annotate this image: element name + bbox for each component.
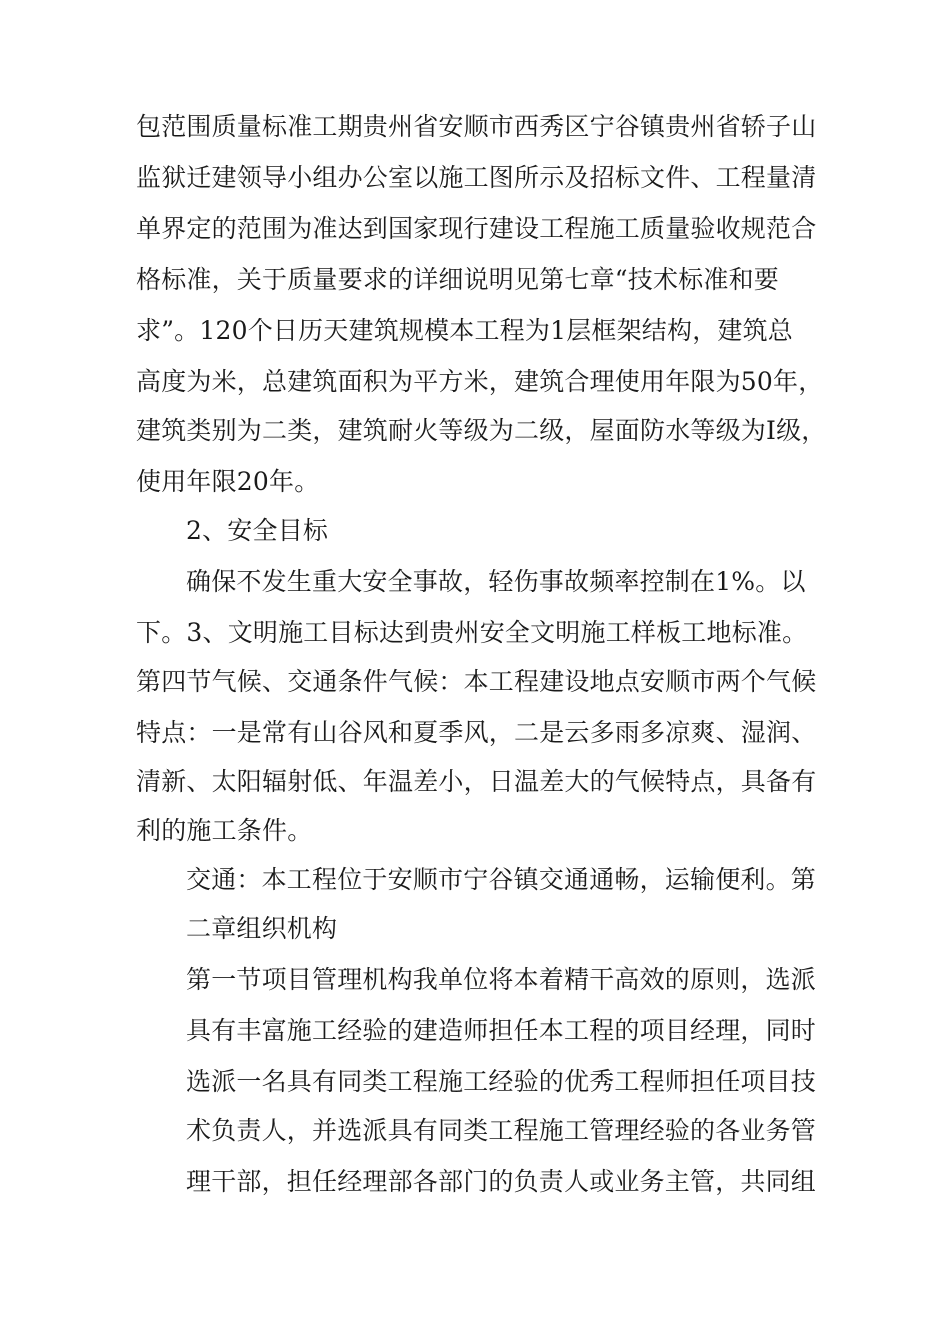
chapter-heading: 二章组织机构 (186, 914, 338, 943)
text-line: 高度为米，总建筑面积为平方米，建筑合理使用年限为50年， (136, 367, 824, 396)
text-line: 特点：一是常有山谷风和夏季风，二是云多雨多凉爽、湿润、 (136, 718, 817, 747)
text-line: 建筑类别为二类，建筑耐火等级为二级，屋面防水等级为Ⅰ级， (136, 416, 827, 445)
text-line: 选派一名具有同类工程施工经验的优秀工程师担任项目技 (186, 1067, 817, 1096)
text-line: 具有丰富施工经验的建造师担任本工程的项目经理，同时 (186, 1016, 817, 1045)
text-line: 清新、太阳辐射低、年温差小，日温差大的气候特点，具备有 (136, 767, 817, 796)
text-line: 监狱迁建领导小组办公室以施工图所示及招标文件、工程量清 (136, 163, 817, 192)
text-line: 确保不发生重大安全事故，轻伤事故频率控制在1%。以 (186, 567, 806, 596)
text-line: 单界定的范围为准达到国家现行建设工程施工质量验收规范合 (136, 214, 817, 243)
text-line: 术负责人，并选派具有同类工程施工管理经验的各业务管 (186, 1116, 817, 1145)
text-line: 求”。120个日历天建筑规模本工程为1层框架结构，建筑总 (136, 316, 794, 345)
text-line: 交通：本工程位于安顺市宁谷镇交通通畅，运输便利。第 (186, 865, 817, 894)
text-line: 理干部，担任经理部各部门的负责人或业务主管，共同组 (186, 1167, 817, 1196)
text-line: 利的施工条件。 (136, 816, 313, 845)
text-line: 第一节项目管理机构我单位将本着精干高效的原则，选派 (186, 965, 817, 994)
text-line: 下。3、文明施工目标达到贵州安全文明施工样板工地标准。 (136, 618, 808, 647)
section-heading: 2、安全目标 (186, 516, 329, 545)
text-line: 使用年限20年。 (136, 467, 320, 496)
text-line: 第四节气候、交通条件气候：本工程建设地点安顺市两个气候 (136, 667, 817, 696)
text-line: 包范围质量标准工期贵州省安顺市西秀区宁谷镇贵州省轿子山 (136, 112, 817, 141)
text-line: 格标准，关于质量要求的详细说明见第七章“技术标准和要 (136, 265, 779, 294)
